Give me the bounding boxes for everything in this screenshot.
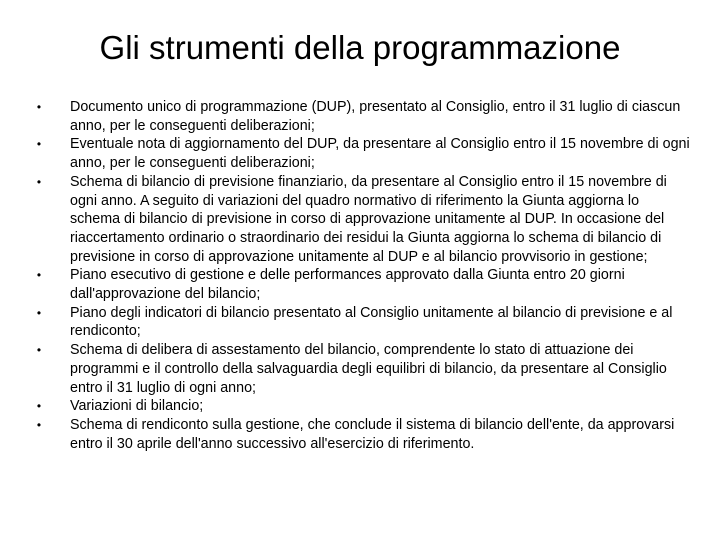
bullet-dot-icon: • <box>36 417 42 432</box>
bullet-dot-icon: • <box>36 174 42 189</box>
bullet-dot-icon: • <box>36 137 42 152</box>
bullet-text: Schema di bilancio di previsione finanziario, da presentare al Consiglio entro il 15 novembre di ogni anno. A seguito di variazioni del quadro normativo di riferimento la Giunta aggiorna lo schema di bilancio di previsione in corso di approvazione unitamente al DUP. In occasione del riaccertamento ordinario o straordinario dei residui la Giunta aggiorna lo schema di bilancio di previsione in corso di approvazione unitamente al DUP e al bilancio provvisorio in gestione; <box>70 173 667 265</box>
bullet-dot-icon: • <box>36 399 42 414</box>
bullet-item-8 <box>36 416 690 453</box>
bullet-item-3 <box>36 173 690 267</box>
bullet-item-5 <box>36 304 690 341</box>
bullet-dot-icon: • <box>36 305 42 320</box>
slide-title: Gli strumenti della programmazione <box>99 29 621 66</box>
bullet-text: Variazioni di bilancio; <box>70 398 204 415</box>
bullet-text: Schema di delibera di assestamento del bilancio, comprendente lo stato di attuazione dei programmi e il controllo della salvaguardia degli equilibri di bilancio, da presentare al Consiglio entro il 31 luglio di ogni anno; <box>70 342 667 396</box>
bullet-dot-icon: • <box>36 268 42 283</box>
bullet-list <box>36 98 690 453</box>
bullet-dot-icon: • <box>36 343 42 358</box>
bullet-item-6 <box>36 341 690 397</box>
bullet-dot-icon: • <box>36 100 42 114</box>
bullet-text: Eventuale nota di aggiornamento del DUP, da presentare al Consiglio entro il 15 novembre di ogni anno, per le conseguenti deliberazioni; <box>70 136 690 172</box>
bullet-item-4 <box>36 266 690 303</box>
bullet-text: Schema di rendiconto sulla gestione, che conclude il sistema di bilancio dell'ente, da approvarsi entro il 30 aprile dell'anno successivo all'esercizio di riferimento. <box>70 416 675 452</box>
bullet-text: Piano esecutivo di gestione e delle performances approvato dalla Giunta entro 20 giorni dall'approvazione del bilancio; <box>70 267 625 303</box>
bullet-text: Documento unico di programmazione (DUP), presentato al Consiglio, entro il 31 luglio di ciascun anno, per le conseguenti deliberazioni; <box>70 99 681 134</box>
bullet-item-1 <box>36 98 690 135</box>
bullet-item-7 <box>36 397 690 416</box>
bullet-item-2 <box>36 135 690 172</box>
bullet-text: Piano degli indicatori di bilancio presentato al Consiglio unitamente al bilancio di previsione e al rendiconto; <box>70 304 673 340</box>
